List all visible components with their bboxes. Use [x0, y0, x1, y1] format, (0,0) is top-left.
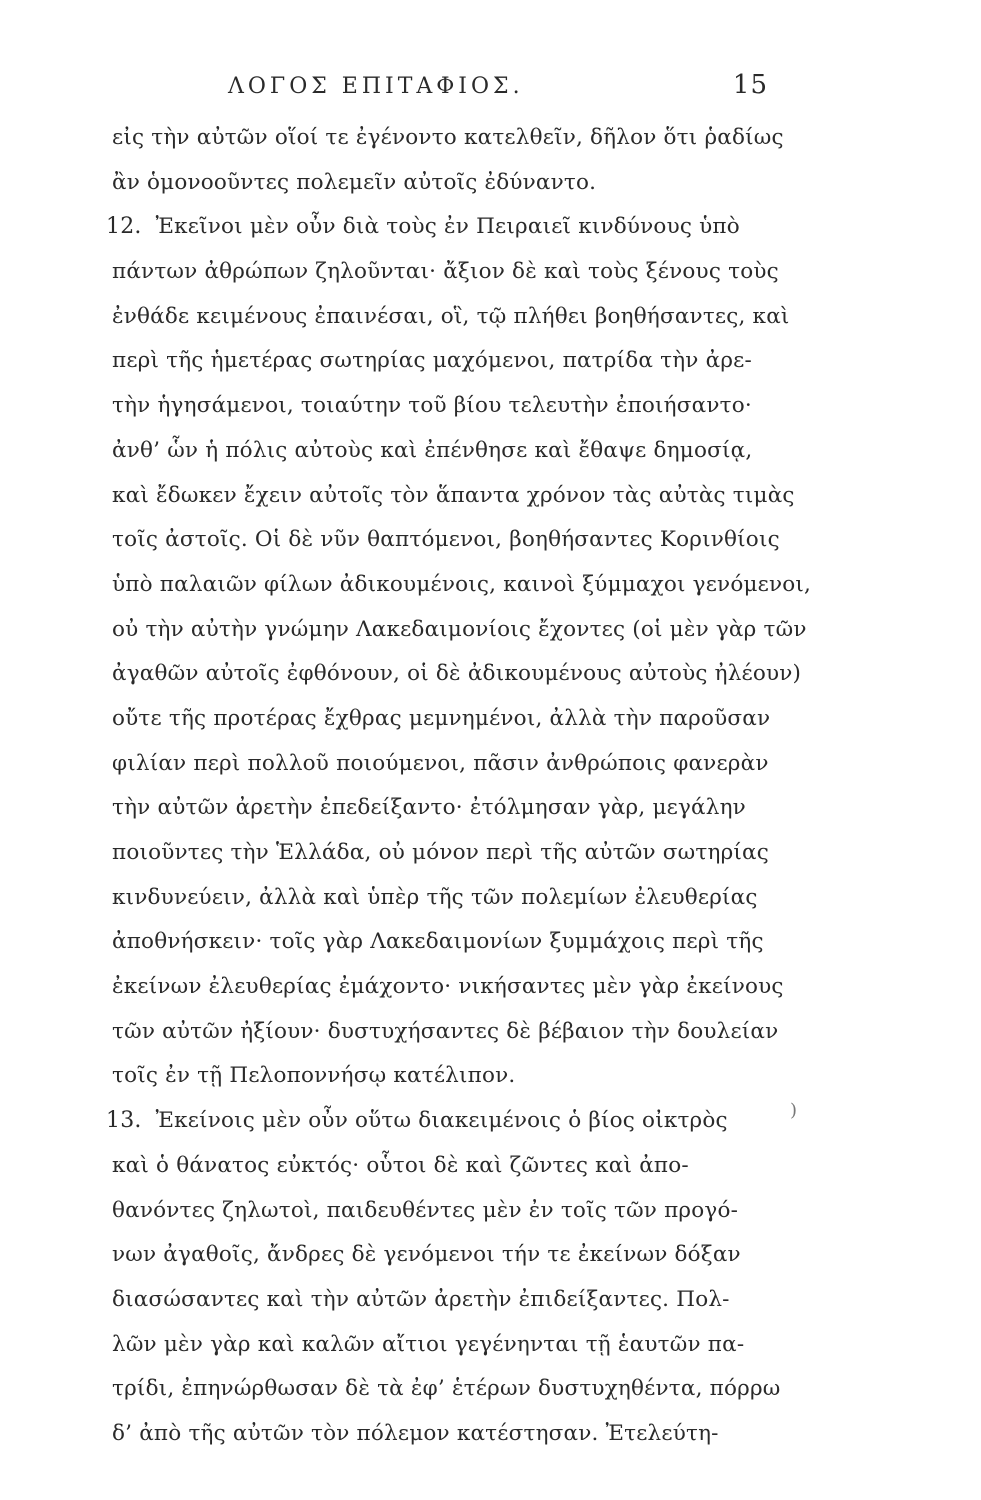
text-line: ἂν ὁμονοοῦντες πολεμεῖν αὐτοῖς ἐδύναντο.: [112, 169, 597, 195]
text-line: τρίδι, ἐπηνώρθωσαν δὲ τὰ ἐφ’ ἑτέρων δυστυχηθέντα, πόρρω: [112, 1376, 781, 1402]
text-line: καὶ ὁ θάνατος εὐκτός· οὗτοι δὲ καὶ ζῶντες καὶ ἀπο-: [112, 1152, 689, 1178]
text-line-content: Ἐκείνοις μὲν οὖν οὕτω διακειμένοις ὁ βίος οἰκτρὸς: [155, 1108, 728, 1134]
text-line-content: Ἐκεῖνοι μὲν οὖν διὰ τοὺς ἐν Πειραιεῖ κινδύνους ὑπὸ: [155, 214, 740, 240]
text-line: ἀποθνήσκειν· τοῖς γὰρ Λακεδαιμονίων ξυμμάχοις περὶ τῆς: [112, 929, 764, 955]
section-number: 12.: [106, 214, 142, 240]
text-line: τῶν αὐτῶν ἠξίουν· δυστυχήσαντες δὲ βέβαιον τὴν δουλείαν: [112, 1018, 779, 1044]
text-line: τὴν ἡγησάμενοι, τοιαύτην τοῦ βίου τελευτὴν ἐποιήσαντο·: [112, 393, 752, 419]
text-line: ἀγαθῶν αὐτοῖς ἐφθόνουν, οἱ δὲ ἀδικουμένους αὐτοὺς ἠλέουν): [112, 661, 802, 687]
text-line: κινδυνεύειν, ἀλλὰ καὶ ὑπὲρ τῆς τῶν πολεμίων ἐλευθερίας: [112, 884, 758, 910]
text-line: τοῖς ἐν τῇ Πελοποννήσῳ κατέλιπον.: [112, 1063, 516, 1089]
text-line: ποιοῦντες τὴν Ἑλλάδα, οὐ μόνον περὶ τῆς αὐτῶν σωτηρίας: [112, 840, 770, 865]
text-line: ὑπὸ παλαιῶν φίλων ἀδικουμένοις, καινοὶ ξύμμαχοι γενόμενοι,: [112, 571, 812, 597]
text-line: καὶ ἔδωκεν ἔχειν αὐτοῖς τὸν ἅπαντα χρόνον τὰς αὐτὰς τιμὰς: [112, 482, 795, 508]
text-line: εἰς τὴν αὐτῶν οἵοί τε ἐγένοντο κατελθεῖν, δῆλον ὅτι ῥαδίως: [112, 125, 784, 150]
text-line: ἐνθάδε κειμένους ἐπαινέσαι, οἳ, τῷ πλήθει βοηθήσαντες, καὶ: [112, 303, 790, 329]
running-head-title: ΛΟΓΟΣ ΕΠΙΤΑΦΙΟΣ.: [228, 74, 524, 99]
running-head: [228, 70, 768, 108]
text-line-section-13: [106, 1099, 872, 1144]
text-line: τοῖς ἀστοῖς. Οἱ δὲ νῦν θαπτόμενοι, βοηθήσαντες Κορινθίοις: [112, 527, 780, 553]
text-line: νων ἀγαθοῖς, ἄνδρες δὲ γενόμενοι τήν τε ἐκείνων δόξαν: [112, 1242, 741, 1268]
text-line: λῶν μὲν γὰρ καὶ καλῶν αἴτιοι γεγένηνται τῇ ἑαυτῶν πα-: [112, 1331, 745, 1357]
text-line: ἐκείνων ἐλευθερίας ἐμάχοντο· νικήσαντες μὲν γὰρ ἐκείνους: [112, 974, 784, 1000]
page-number: 15: [732, 70, 768, 100]
text-line: περὶ τῆς ἡμετέρας σωτηρίας μαχόμενοι, πατρίδα τὴν ἀρε-: [112, 348, 752, 374]
text-line: ἀνθ’ ὧν ἡ πόλις αὐτοὺς καὶ ἐπένθησε καὶ ἔθαψε δημοσίᾳ,: [112, 437, 753, 463]
text-line: οὔτε τῆς προτέρας ἔχθρας μεμνημένοι, ἀλλὰ τὴν παροῦσαν: [112, 705, 771, 731]
text-line: τὴν αὐτῶν ἀρετὴν ἐπεδείξαντο· ἐτόλμησαν γὰρ, μεγάλην: [112, 795, 746, 821]
margin-mark: ): [790, 1100, 798, 1121]
text-line: δ’ ἀπὸ τῆς αὐτῶν τὸν πόλεμον κατέστησαν. Ἐτελεύτη-: [112, 1420, 719, 1446]
text-line: διασώσαντες καὶ τὴν αὐτῶν ἀρετὴν ἐπιδείξαντες. Πολ-: [112, 1286, 730, 1312]
section-number: 13.: [106, 1108, 142, 1134]
text-line-section-12: [106, 205, 872, 250]
text-line: φιλίαν περὶ πολλοῦ ποιούμενοι, πᾶσιν ἀνθρώποις φανερὰν: [112, 750, 769, 776]
text-line: πάντων ἀθρώπων ζηλοῦνται· ἄξιον δὲ καὶ τοὺς ξένους τοὺς: [112, 259, 779, 285]
text-line: θανόντες ζηλωτοὶ, παιδευθέντες μὲν ἐν τοῖς τῶν προγό-: [112, 1197, 739, 1223]
text-line: οὐ τὴν αὐτὴν γνώμην Λακεδαιμονίοις ἔχοντες (οἱ μὲν γὰρ τῶν: [112, 616, 807, 642]
body-text: [106, 116, 872, 1457]
